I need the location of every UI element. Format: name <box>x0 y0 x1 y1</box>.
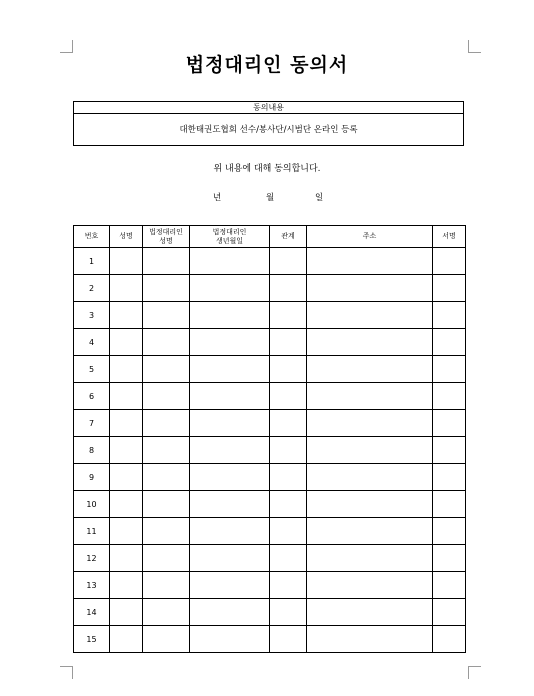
table-cell <box>190 248 270 275</box>
crop-mark-bottom-left <box>60 666 73 679</box>
table-cell <box>433 275 466 302</box>
table-cell <box>190 356 270 383</box>
table-cell <box>307 275 433 302</box>
column-header: 법정대리인 생년월일 <box>190 226 270 248</box>
row-number: 14 <box>74 599 110 626</box>
table-cell <box>110 302 143 329</box>
table-cell <box>307 356 433 383</box>
date-year-label: 년 <box>213 193 222 203</box>
table-cell <box>110 248 143 275</box>
table-row <box>74 572 466 599</box>
table-row <box>74 248 466 275</box>
table-cell <box>190 572 270 599</box>
table-cell <box>307 572 433 599</box>
consent-body: 대한태권도협회 선수/봉사단/시범단 온라인 등록 <box>179 125 358 135</box>
table-cell <box>307 626 433 653</box>
column-header: 관계 <box>270 226 307 248</box>
table-cell <box>143 248 190 275</box>
table-cell <box>143 275 190 302</box>
table-cell <box>143 572 190 599</box>
table-cell <box>110 545 143 572</box>
table-cell <box>307 383 433 410</box>
table-cell <box>433 464 466 491</box>
table-cell <box>307 329 433 356</box>
table-cell <box>270 275 307 302</box>
table-cell <box>143 302 190 329</box>
table-cell <box>270 518 307 545</box>
row-number: 4 <box>74 329 110 356</box>
table-cell <box>143 518 190 545</box>
column-header: 법정대리인 성명 <box>143 226 190 248</box>
table-cell <box>307 410 433 437</box>
row-number: 10 <box>74 491 110 518</box>
table-cell <box>190 329 270 356</box>
table-cell <box>433 356 466 383</box>
table-cell <box>190 275 270 302</box>
table-cell <box>270 545 307 572</box>
table-cell <box>143 383 190 410</box>
row-number: 3 <box>74 302 110 329</box>
table-cell <box>143 329 190 356</box>
column-header: 서명 <box>433 226 466 248</box>
table-cell <box>270 491 307 518</box>
table-cell <box>270 626 307 653</box>
table-cell <box>110 383 143 410</box>
table-cell <box>307 302 433 329</box>
table-cell <box>190 626 270 653</box>
row-number: 7 <box>74 410 110 437</box>
table-cell <box>143 599 190 626</box>
table-cell <box>190 545 270 572</box>
date-line <box>0 191 534 203</box>
table-cell <box>143 356 190 383</box>
table-cell <box>190 410 270 437</box>
signature-table <box>73 225 466 653</box>
table-cell <box>307 437 433 464</box>
row-number: 2 <box>74 275 110 302</box>
table-row <box>74 383 466 410</box>
table-row <box>74 545 466 572</box>
table-row <box>74 626 466 653</box>
table-cell <box>307 545 433 572</box>
table-cell <box>433 437 466 464</box>
table-body <box>74 248 466 653</box>
table-header-row <box>74 226 466 248</box>
table-cell <box>190 518 270 545</box>
table-cell <box>433 329 466 356</box>
consent-header: 동의내용 <box>74 102 463 114</box>
table-cell <box>110 356 143 383</box>
table-cell <box>110 491 143 518</box>
consent-box <box>73 101 464 146</box>
crop-mark-bottom-right <box>468 666 481 679</box>
table-cell <box>110 437 143 464</box>
table-cell <box>433 572 466 599</box>
table-cell <box>110 626 143 653</box>
table-cell <box>143 626 190 653</box>
table-cell <box>110 599 143 626</box>
table-cell <box>433 545 466 572</box>
row-number: 11 <box>74 518 110 545</box>
table-row <box>74 599 466 626</box>
table-row <box>74 491 466 518</box>
row-number: 13 <box>74 572 110 599</box>
table-cell <box>307 491 433 518</box>
table-cell <box>110 572 143 599</box>
table-cell <box>270 437 307 464</box>
date-month-label: 월 <box>266 193 275 203</box>
table-row <box>74 410 466 437</box>
table-cell <box>270 383 307 410</box>
table-cell <box>143 410 190 437</box>
row-number: 12 <box>74 545 110 572</box>
document-title: 법정대리인 동의서 <box>185 54 349 76</box>
table-row <box>74 518 466 545</box>
table-cell <box>190 383 270 410</box>
table-cell <box>110 410 143 437</box>
table-cell <box>110 275 143 302</box>
table-cell <box>190 302 270 329</box>
table-cell <box>190 437 270 464</box>
table-cell <box>270 464 307 491</box>
table-row <box>74 329 466 356</box>
table-cell <box>270 248 307 275</box>
column-header: 번호 <box>74 226 110 248</box>
table-cell <box>433 410 466 437</box>
table-cell <box>190 464 270 491</box>
table-cell <box>270 302 307 329</box>
row-number: 8 <box>74 437 110 464</box>
table-cell <box>143 464 190 491</box>
table-cell <box>270 329 307 356</box>
table-cell <box>433 302 466 329</box>
table-row <box>74 302 466 329</box>
row-number: 1 <box>74 248 110 275</box>
table-row <box>74 275 466 302</box>
table-cell <box>307 248 433 275</box>
table-cell <box>143 545 190 572</box>
table-cell <box>110 329 143 356</box>
table-cell <box>270 356 307 383</box>
table-cell <box>190 599 270 626</box>
row-number: 9 <box>74 464 110 491</box>
table-cell <box>307 518 433 545</box>
table-cell <box>190 491 270 518</box>
column-header: 성명 <box>110 226 143 248</box>
column-header: 주소 <box>307 226 433 248</box>
date-day-label: 일 <box>315 193 324 203</box>
row-number: 6 <box>74 383 110 410</box>
table-cell <box>307 464 433 491</box>
table-cell <box>270 572 307 599</box>
table-cell <box>270 599 307 626</box>
table-row <box>74 437 466 464</box>
row-number: 15 <box>74 626 110 653</box>
row-number: 5 <box>74 356 110 383</box>
table-cell <box>270 410 307 437</box>
table-cell <box>433 518 466 545</box>
table-cell <box>307 599 433 626</box>
table-row <box>74 356 466 383</box>
table-cell <box>433 626 466 653</box>
agreement-statement: 위 내용에 대해 동의합니다. <box>213 164 321 174</box>
table-cell <box>433 383 466 410</box>
table-cell <box>110 464 143 491</box>
table-cell <box>110 518 143 545</box>
table-cell <box>433 491 466 518</box>
table-cell <box>143 437 190 464</box>
table-cell <box>433 248 466 275</box>
table-cell <box>143 491 190 518</box>
table-cell <box>433 599 466 626</box>
table-row <box>74 464 466 491</box>
